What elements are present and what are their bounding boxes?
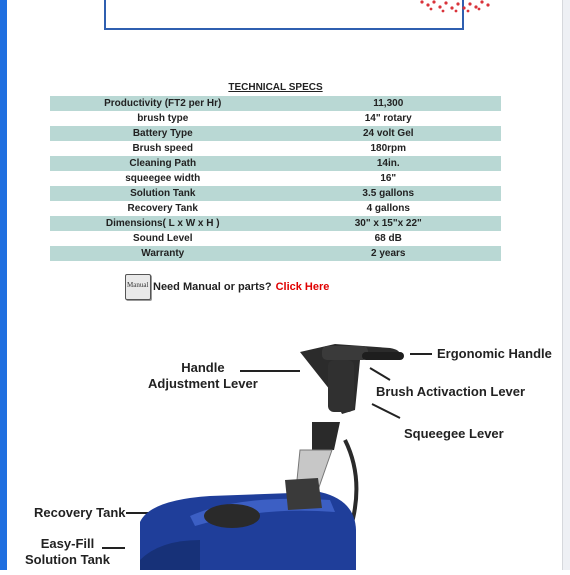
spec-value: 2 years <box>276 246 502 261</box>
spec-label: Cleaning Path <box>50 156 276 171</box>
label-easy-fill-line2: Solution Tank <box>25 552 110 567</box>
scrubber-illustration <box>0 330 570 570</box>
spec-value: 14" rotary <box>276 111 502 126</box>
specs-title: TECHNICAL SPECS <box>228 82 323 93</box>
manual-row <box>125 274 329 300</box>
spec-label: Dimensions( L x W x H ) <box>50 216 276 231</box>
label-handle-adjustment <box>148 360 258 392</box>
label-easy-fill <box>25 536 110 568</box>
spec-label: Battery Type <box>50 126 276 141</box>
spec-row <box>50 141 501 156</box>
spec-value: 68 dB <box>276 231 502 246</box>
spec-value: 24 volt Gel <box>276 126 502 141</box>
spec-row <box>50 171 501 186</box>
spec-row <box>50 231 501 246</box>
spec-label: Brush speed <box>50 141 276 156</box>
spec-value: 16" <box>276 171 502 186</box>
manual-prompt: Need Manual or parts? <box>153 281 272 293</box>
manual-book-icon[interactable]: Manual <box>125 274 151 300</box>
spec-value: 3.5 gallons <box>276 186 502 201</box>
spec-label: brush type <box>50 111 276 126</box>
spec-label: Warranty <box>50 246 276 261</box>
spec-row <box>50 246 501 261</box>
spec-row <box>50 126 501 141</box>
product-image-frame <box>104 0 464 30</box>
label-handle-adjustment-line1: Handle <box>181 360 225 375</box>
spec-row <box>50 216 501 231</box>
label-easy-fill-line1: Easy-Fill <box>40 536 95 551</box>
specs-table <box>50 96 501 261</box>
spec-label: Productivity (FT2 per Hr) <box>50 96 276 111</box>
label-squeegee-lever: Squeegee Lever <box>404 426 504 441</box>
spec-row <box>50 96 501 111</box>
spec-label: Sound Level <box>50 231 276 246</box>
label-brush-activation: Brush Activaction Lever <box>376 384 526 399</box>
spec-label: Solution Tank <box>50 186 276 201</box>
spec-value: 180rpm <box>276 141 502 156</box>
spec-label: Recovery Tank <box>50 201 276 216</box>
spec-row <box>50 186 501 201</box>
spec-value: 14in. <box>276 156 502 171</box>
spec-row <box>50 156 501 171</box>
label-handle-adjustment-line2: Adjustment Lever <box>148 376 258 391</box>
scrubber-diagram <box>0 330 570 570</box>
spec-label: squeegee width <box>50 171 276 186</box>
click-here-link[interactable]: Click Here <box>275 281 330 293</box>
spec-row <box>50 201 501 216</box>
label-recovery-tank: Recovery Tank <box>34 505 126 520</box>
spec-value: 30" x 15"x 22" <box>276 216 502 231</box>
spec-value: 11,300 <box>276 96 502 111</box>
spec-row <box>50 111 501 126</box>
spec-value: 4 gallons <box>276 201 502 216</box>
brush-bristles-image <box>416 0 496 14</box>
label-ergonomic-handle: Ergonomic Handle <box>437 346 552 361</box>
